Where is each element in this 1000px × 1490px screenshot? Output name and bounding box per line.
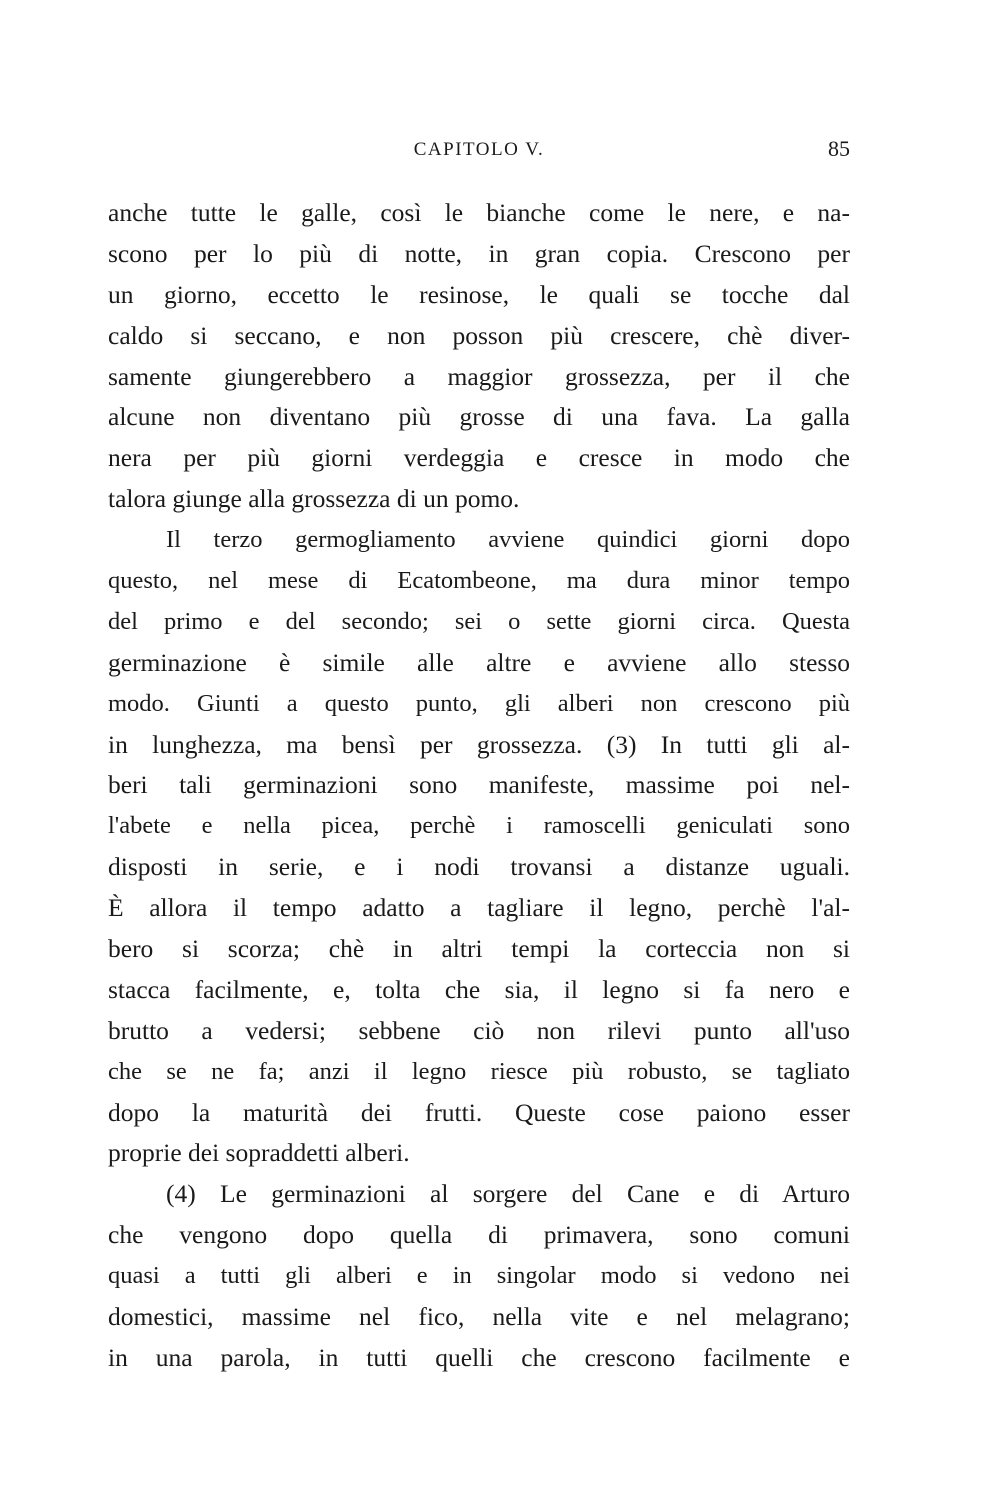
text-line: quasi a tutti gli alberi e in singolar modo si vedono nei [108, 1262, 850, 1290]
page-header [108, 136, 850, 166]
text-line: caldo si seccano, e non posson più crescere, chè diver- [108, 320, 850, 350]
text-line: che se ne fa; anzi il legno riesce più robusto, se tagliato [108, 1057, 850, 1085]
text-line: È allora il tempo adatto a tagliare il legno, perchè l'al- [108, 893, 850, 923]
text-line: del primo e del secondo; sei o sette giorni circa. Questa [108, 607, 850, 635]
text-line: beri tali germinazioni sono manifeste, massime poi nel- [108, 770, 850, 800]
text-line: l'abete e nella picea, perchè i ramoscelli geniculati sono [108, 812, 850, 840]
text-line: samente giungerebbero a maggior grossezza, per il che [108, 361, 850, 391]
text-line: dopo la maturità dei frutti. Queste cose paiono esser [108, 1097, 850, 1127]
body-text [108, 193, 850, 1379]
page-number: 85 [828, 136, 850, 161]
text-line: questo, nel mese di Ecatombeone, ma dura minor tempo [108, 567, 850, 595]
paragraph-start: Il terzo germogliamento avviene quindici giorni dopo [166, 526, 850, 554]
text-line: anche tutte le galle, così le bianche come le nere, e na- [108, 198, 850, 227]
text-line: stacca facilmente, e, tolta che sia, il legno si fa nero e [108, 974, 850, 1004]
text-line: domestici, massime nel fico, nella vite e nel melagrano; [108, 1302, 850, 1332]
text-line: alcune non diventano più grosse di una fava. La galla [108, 402, 850, 432]
text-line: germinazione è simile alle altre e avviene allo stesso [108, 647, 850, 677]
text-line: in lunghezza, ma bensì per grossezza. (3) In tutti gli al- [108, 729, 850, 759]
text-line: che vengono dopo quella di primavera, sono comuni [108, 1220, 850, 1250]
text-line: scono per lo più di notte, in gran copia. Crescono per [108, 238, 850, 268]
text-line: brutto a vedersi; sebbene ciò non rilevi punto all'uso [108, 1015, 850, 1045]
text-line: proprie dei sopraddetti alberi. [108, 1138, 410, 1168]
text-line: bero si scorza; chè in altri tempi la corteccia non si [108, 934, 850, 964]
running-head: CAPITOLO V. [413, 139, 545, 160]
text-line: modo. Giunti a questo punto, gli alberi non crescono più [108, 689, 850, 717]
text-line: in una parola, in tutti quelli che crescono facilmente e [108, 1342, 850, 1372]
text-line: disposti in serie, e i nodi trovansi a distanze uguali. [108, 852, 850, 882]
text-line: nera per più giorni verdeggia e cresce in modo che [108, 443, 850, 473]
text-line: un giorno, eccetto le resinose, le quali se tocche dal [108, 279, 850, 309]
paragraph-start: (4) Le germinazioni al sorgere del Cane e di Arturo [166, 1179, 850, 1209]
text-line: talora giunge alla grossezza di un pomo. [108, 484, 520, 514]
